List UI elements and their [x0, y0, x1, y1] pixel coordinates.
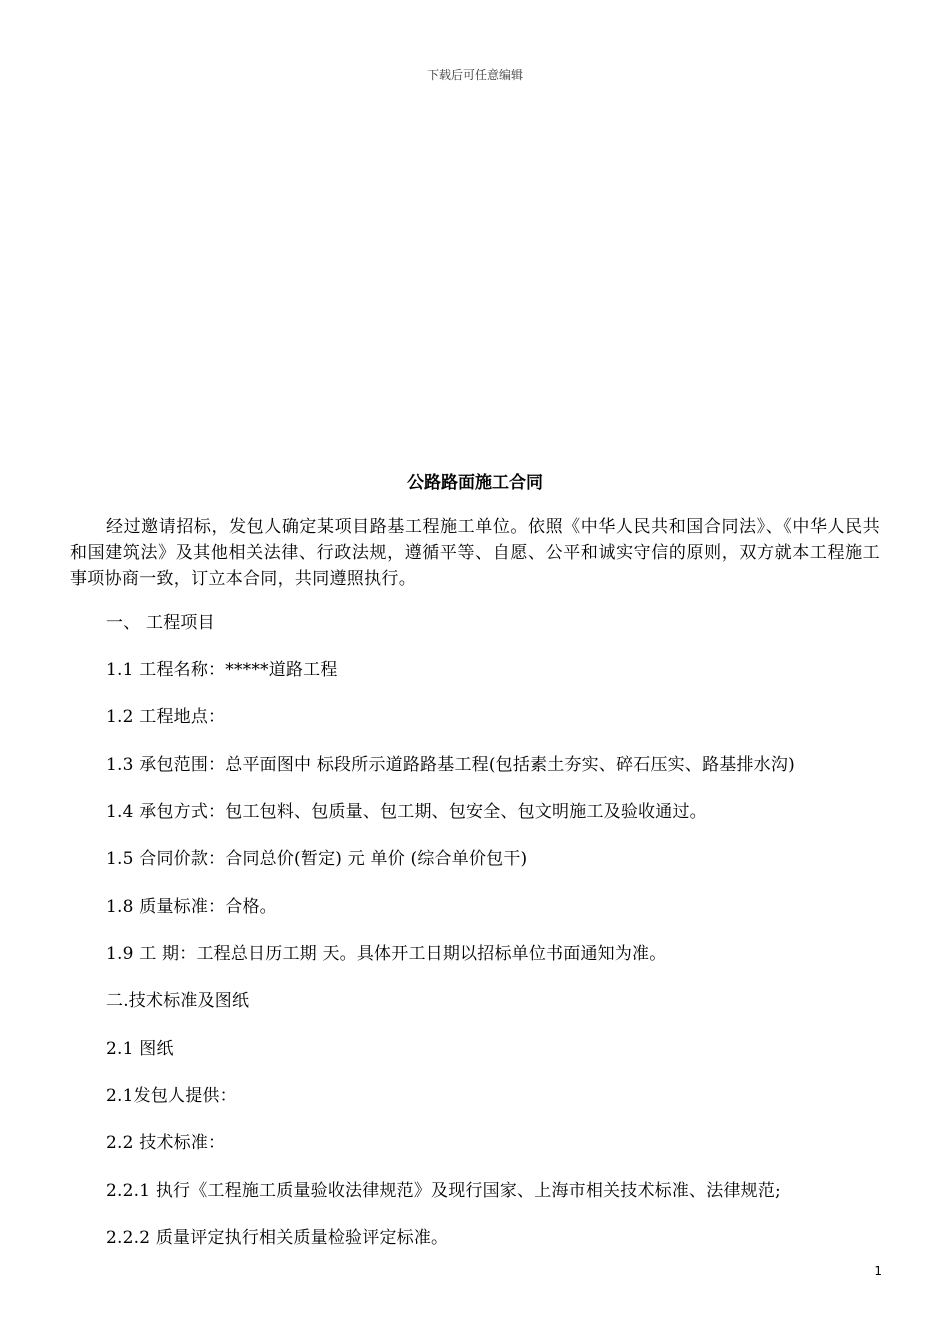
section-2-heading: 二.技术标准及图纸	[106, 991, 250, 1011]
intro-paragraph: 经过邀请招标，发包人确定某项目路基工程施工单位。依照《中华人民共和国合同法》、《中华人民共和国建筑法》及其他相关法律、行政法规，遵循平等、自愿、公平和诚实守信的原则，双方就本工程施工事项协商一致，订立本合同，共同遵照执行。	[70, 517, 880, 589]
clause-2-1-provider: 2.1发包人提供：	[106, 1086, 237, 1106]
document-title: 公路路面施工合同	[407, 473, 543, 493]
clause-1-8: 1.8 质量标准：合格。	[106, 897, 277, 917]
clause-2-2-1: 2.2.1 执行《工程施工质量验收法律规范》及现行国家、上海市相关技术标准、法律规范;	[106, 1181, 781, 1201]
page-number: 1	[874, 1264, 882, 1278]
clause-2-2: 2.2 技术标准：	[106, 1133, 226, 1153]
section-1-heading: 一、 工程项目	[106, 613, 215, 633]
clause-1-9: 1.9 工 期：工程总日历工期 天。具体开工日期以招标单位书面通知为准。	[106, 944, 667, 964]
clause-2-1: 2.1 图纸	[106, 1039, 174, 1059]
clause-2-2-2: 2.2.2 质量评定执行相关质量检验评定标准。	[106, 1228, 449, 1248]
clause-1-2: 1.2 工程地点：	[106, 707, 226, 727]
clause-1-3: 1.3 承包范围：总平面图中 标段所示道路路基工程(包括素土夯实、碎石压实、路基排水沟)	[106, 755, 795, 775]
clause-1-4: 1.4 承包方式：包工包料、包质量、包工期、包安全、包文明施工及验收通过。	[106, 802, 707, 822]
clause-1-5: 1.5 合同价款：合同总价(暂定) 元 单价 (综合单价包干)	[106, 849, 528, 869]
clause-1-1: 1.1 工程名称：*****道路工程	[106, 660, 338, 680]
page-header: 下载后可任意编辑	[426, 68, 523, 82]
